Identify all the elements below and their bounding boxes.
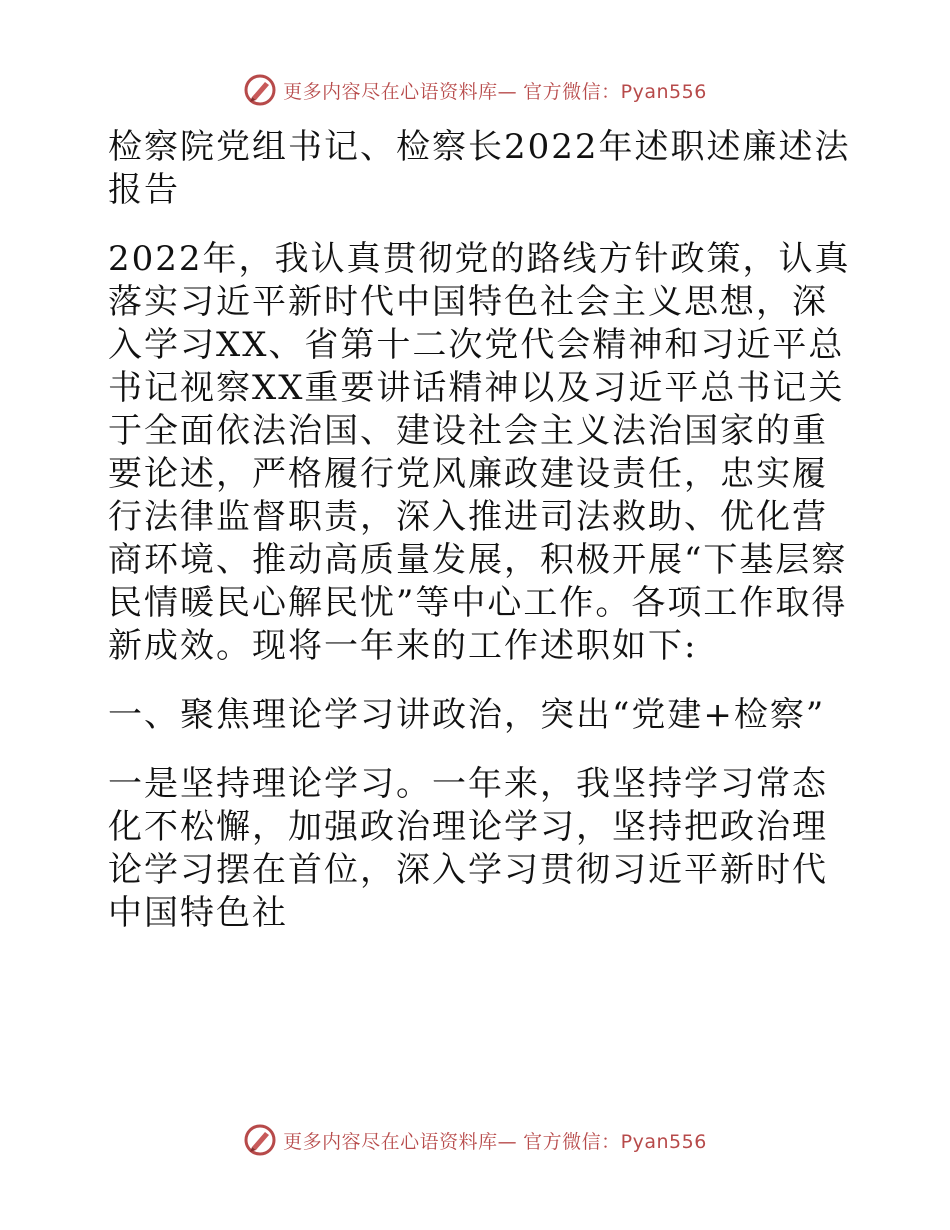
watermark-header [0,70,950,110]
document-body [100,126,860,935]
section-heading: 一、聚焦理论学习讲政治，突出“党建+检察” [108,695,826,735]
pen-logo-icon [243,1123,277,1157]
watermark-footer [0,1120,950,1160]
pen-logo-icon [243,73,277,107]
watermark-text-red: 更多内容尽在心语资料库— [283,80,518,103]
watermark-text-red: 更多内容尽在心语资料库— [283,1130,518,1153]
section-paragraph: 一是坚持理论学习。一年来，我坚持学习常态化不松懈，加强政治理论学习，坚持把政治理论学习摆在首位，深入学习贯彻习近平新时代中国特色社 [108,764,828,933]
intro-paragraph: 2022年，我认真贯彻党的路线方针政策，认真落实习近平新时代中国特色社会主义思想，深入学习XX、省第十二次党代会精神和习近平总书记视察XX重要讲话精神以及习近平总书记关于全面依法治国、建设社会主义法治国家的重要论述，严格履行党风廉政建设责任，忠实履行法律监督职责，深入推进司法救助、优化营商环境、推动高质量发展，积极开展“下基层察民情暖民心解民忧”等中心工作。各项工作取得新成效。现将一年来的工作述职如下: [108,239,851,666]
watermark-text-plain: 官方微信：Pyan556 [523,1130,707,1153]
document-title: 检察院党组书记、检察长2022年述职述廉述法报告 [108,127,851,210]
watermark-text-plain: 官方微信：Pyan556 [523,80,707,103]
